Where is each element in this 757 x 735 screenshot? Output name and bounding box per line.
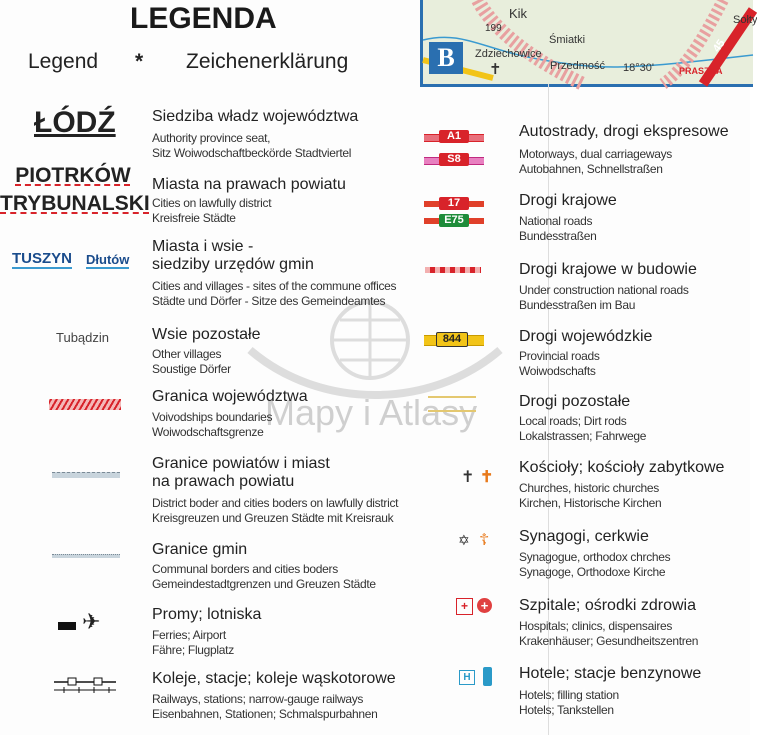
entry-desc: Under construction national roads Bundesstraßen im Bau: [519, 283, 689, 312]
entry-desc: Provincial roads Woiwodschafts: [519, 349, 600, 378]
entry-desc: Synagogue, orthodox chrches Synagoge, Orthodoxe Kirche: [519, 550, 671, 579]
entry-desc: Hospitals; clinics, dispensaires Krakenhäuser; Gesundheitszentren: [519, 619, 699, 648]
commune-boundary-symbol: [52, 554, 120, 558]
ferry-icon: [58, 622, 76, 630]
map-label: 199: [485, 23, 502, 34]
voivodship-boundary-symbol: [49, 399, 121, 410]
european-road-badge: E75: [439, 214, 469, 227]
entry-title: Synagogi, cerkwie: [519, 528, 649, 545]
grid-marker: B: [429, 42, 463, 74]
entry-title: Wsie pozostałe: [152, 326, 261, 343]
entry-title: Drogi pozostałe: [519, 393, 631, 410]
motorway-badge: A1: [439, 130, 469, 143]
entry-desc: Ferries; Airport Fähre; Flugplatz: [152, 628, 234, 657]
entry-desc: Motorways, dual carriageways Autobahnen, Schnellstraßen: [519, 147, 672, 176]
historic-church-icon: ✝: [480, 469, 494, 486]
entry-title: Granica województwa: [152, 388, 308, 405]
map-label: 45: [710, 37, 728, 55]
sample-commune-city: TUSZYN: [12, 250, 72, 267]
entry-desc: Hotels; filling station Hotels; Tankstellen: [519, 688, 619, 717]
church-icon: ✝: [489, 61, 502, 78]
hotel-icon: H: [459, 670, 475, 685]
map-label: 18°30': [623, 62, 654, 74]
map-label: PRASZKA: [679, 66, 723, 76]
entry-title: Drogi krajowe w budowie: [519, 261, 697, 278]
entry-desc: Authority province seat, Sitz Woiwodschaftbeckörde Stadtviertel: [152, 131, 352, 160]
sample-province-seat: ŁÓDŹ: [34, 106, 116, 139]
synagogue-icon: ✡: [458, 532, 470, 548]
under-construction-road-symbol: [425, 267, 481, 273]
entry-desc: Cities on lawfully district Kreisfreie Städte: [152, 196, 272, 225]
entry-desc: District boder and cities boders on lawfully district Kreisgreuzen und Greuzen Städte mit Kreisrauk: [152, 496, 399, 525]
entry-title: Hotele; stacje benzynowe: [519, 665, 702, 682]
entry-title: Siedziba władz województwa: [152, 108, 359, 125]
national-road-badge: 17: [439, 197, 469, 210]
filling-station-icon: [483, 667, 492, 686]
provincial-road-badge: 844: [436, 332, 468, 347]
entry-desc: Other villages Soustige Dörfer: [152, 347, 231, 376]
orthodox-church-icon: ☦: [479, 532, 490, 549]
legend-title: LEGENDA: [130, 2, 277, 35]
entry-title: Kościoły; kościoły zabytkowe: [519, 459, 725, 476]
expressway-badge: S8: [439, 153, 469, 166]
railway-icon: [54, 674, 116, 694]
entry-title: Promy; lotniska: [152, 606, 262, 623]
map-label: Śmiatki: [549, 34, 586, 46]
entry-desc: Churches, historic churches Kirchen, Historische Kirchen: [519, 481, 662, 510]
entry-title: Miasta na prawach powiatu: [152, 176, 346, 193]
entry-title: Miasta i wsie - siedziby urzędów gmin: [152, 238, 314, 273]
entry-desc: Railways, stations; narrow-gauge railways Eisenbahnen, Stationen; Schmalspurbahnen: [152, 692, 378, 721]
entry-title: Drogi krajowe: [519, 192, 617, 209]
map-inset: [420, 0, 757, 87]
map-label: Sołty: [733, 14, 757, 26]
entry-title: Szpitale; ośrodki zdrowia: [519, 597, 696, 614]
entry-title: Koleje, stacje; koleje wąskotorowe: [152, 670, 396, 687]
watermark-text: Mapy i Atlasy: [265, 392, 478, 433]
local-road-symbol: [428, 396, 476, 412]
clinic-icon: +: [477, 598, 492, 613]
map-label: Kik: [509, 6, 528, 21]
sample-commune-village: Dłutów: [86, 252, 130, 267]
sample-village: Tubądzin: [56, 330, 109, 345]
entry-desc: Communal borders and cities boders Gemeindestadtgrenzen und Greuzen Städte: [152, 562, 376, 591]
entry-title: Granice powiatów i miast na prawach powiatu: [152, 455, 330, 490]
entry-title: Granice gmin: [152, 541, 248, 558]
map-label: Zdziechowice: [475, 48, 542, 60]
legend-de: Zeichenerklärung: [186, 50, 349, 73]
hospital-icon: +: [456, 598, 473, 615]
map-label: Przedmość: [550, 60, 606, 72]
entry-title: Autostrady, drogi ekspresowe: [519, 123, 729, 140]
entry-desc: National roads Bundesstraßen: [519, 214, 597, 243]
district-boundary-symbol: [52, 472, 120, 478]
entry-title: Drogi wojewódzkie: [519, 328, 653, 345]
separator: *: [135, 50, 144, 73]
sample-district-city: PIOTRKÓW TRYBUNALSKI: [0, 164, 150, 215]
legend-en: Legend: [28, 50, 99, 73]
entry-desc: Cities and villages - sites of the commune offices Städte und Dörfer - Sitze des Gemeindeamtes: [152, 279, 397, 308]
entry-desc: Voivodships boundaries Woiwodschaftsgrenze: [152, 410, 273, 439]
airport-icon: ✈: [82, 609, 101, 634]
entry-desc: Local roads; Dirt rods Lokalstrassen; Fahrwege: [519, 414, 647, 443]
church-icon: ✝: [461, 469, 475, 486]
